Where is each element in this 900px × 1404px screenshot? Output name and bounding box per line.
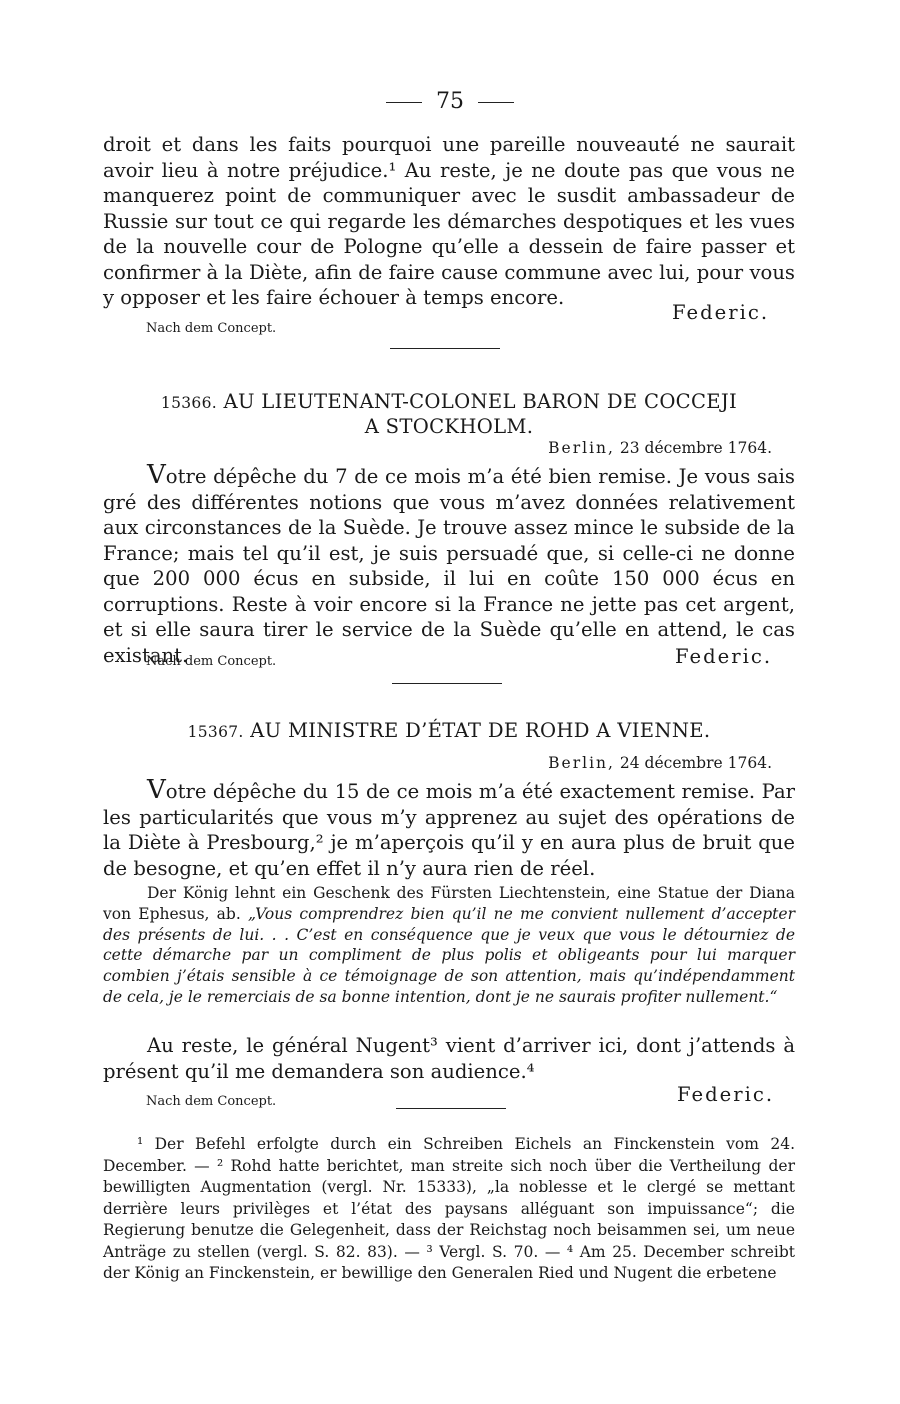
header-dash-left [386, 102, 422, 103]
letter-dateline [548, 753, 772, 773]
letter-recipient: AU MINISTRE D’ÉTAT DE ROHD A VIENNE. [250, 719, 711, 742]
letter-number: 15367. [187, 723, 244, 741]
letter-source: Nach dem Concept. [146, 1094, 277, 1109]
letter-signature: Federic. [677, 1083, 775, 1106]
letter-number: 15366. [160, 394, 217, 412]
letter-dateline [548, 438, 772, 458]
letter-body [103, 775, 795, 881]
letter-body-text: otre dépêche du 7 de ce mois m’a été bien remise. Je vous sais gré des différentes notions que vous m’avez données relativement aux circonstances de la Suède. Je trouve assez mince le subside de la France; mais tel qu’il est, je suis persuadé que, si celle-ci ne donne que 200 000 écus en subside, il lui en coûte 150 000 écus en corruptions. Reste à voir encore si la France ne jette pas cet argent, et si elle saura tirer le service de la Suède qu’elle en attend, le cas existant. [103, 465, 795, 667]
quote-intro: Der König lehnt ein Geschenk des Fürsten Liechtenstein, eine Statue der Diana von Ephesus, ab. [103, 884, 795, 923]
dateline-place: Berlin, [548, 754, 615, 772]
page-number: 75 [436, 89, 464, 114]
initial-letter: V [147, 460, 166, 490]
section-divider [390, 348, 500, 349]
letter-body [103, 460, 795, 668]
section-divider [392, 683, 502, 684]
letter-body-text: otre dépêche du 15 de ce mois m’a été exactement remise. Par les particularités que vous m’y apprenez au sujet des opérations de la Diète à Presbourg,² je m’aperçois qu’il y en aura plus de bruit que de besogne, et qu’en effet il n’y aura rien de réel. [103, 780, 795, 880]
dateline-date: 23 décembre 1764. [619, 439, 772, 457]
letter-recipient: AU LIEUTENANT-COLONEL BARON DE COCCEJI [223, 390, 738, 413]
footnote-divider [396, 1108, 506, 1109]
continuation-paragraph: droit et dans les faits pourquoi une pareille nouveauté ne saurait avoir lieu à notre préjudice.¹ Au reste, je ne doute pas que vous ne manquerez point de communiquer avec le susdit ambassadeur de Russie sur tout ce qui regarde les démarches despotiques et les vues de la nouvelle cour de Pologne qu’elle a dessein de faire passer et confirmer à la Diète, afin de faire cause commune avec lui, pour vous y opposer et les faire échouer à temps encore. [103, 133, 795, 309]
initial-letter: V [147, 775, 166, 805]
dateline-place: Berlin, [548, 439, 615, 457]
letter-source: Nach dem Concept. [146, 654, 277, 669]
continuation-signature: Federic. [672, 301, 770, 324]
footnotes: ¹ Der Befehl erfolgte durch ein Schreiben Eichels an Finckenstein vom 24. December. — ² Rohd hatte berichtet, man streite sich noch über die Vertheilung der bewilligten Augmentation (vergl. Nr. 15333), „la noblesse et le clergé se mettant derrière leurs privilèges et l’état des paysans alléguant son impuissance“; die Regierung benutze die Gelegenheit, dass der Reichstag noch beisammen sei, um neue Anträge zu stellen (vergl. S. 82. 83). — ³ Vergl. S. 70. — ⁴ Am 25. December schreibt der König an Finckenstein, er bewillige den Generalen Ried und Nugent die erbetene [103, 1135, 795, 1282]
letter-signature: Federic. [675, 645, 773, 668]
header-dash-right [478, 102, 514, 103]
dateline-date: 24 décembre 1764. [619, 754, 772, 772]
page-header [0, 88, 900, 116]
letter-heading [103, 389, 795, 439]
letter-closing: Au reste, le général Nugent³ vient d’arriver ici, dont j’attends à présent qu’il me demandera son audience.⁴ [103, 1034, 795, 1083]
quote-text: „Vous comprendrez bien qu’il ne me convient nullement d’accepter des présents de lui. . . C’est en conséquence que je veux que vous le détourniez de cette démarche par un compliment de plus polis et obligeants pour lui marquer combien j’étais sensible à ce témoignage de son attention, mais qu’indépendamment de cela, je le remerciais de sa bonne intention, dont je ne saurais profiter nullement.“ [103, 904, 795, 1006]
letter-heading [103, 718, 795, 743]
editorial-quote [103, 883, 795, 1008]
letter-destination: A STOCKHOLM. [364, 415, 534, 438]
continuation-source: Nach dem Concept. [146, 321, 277, 336]
